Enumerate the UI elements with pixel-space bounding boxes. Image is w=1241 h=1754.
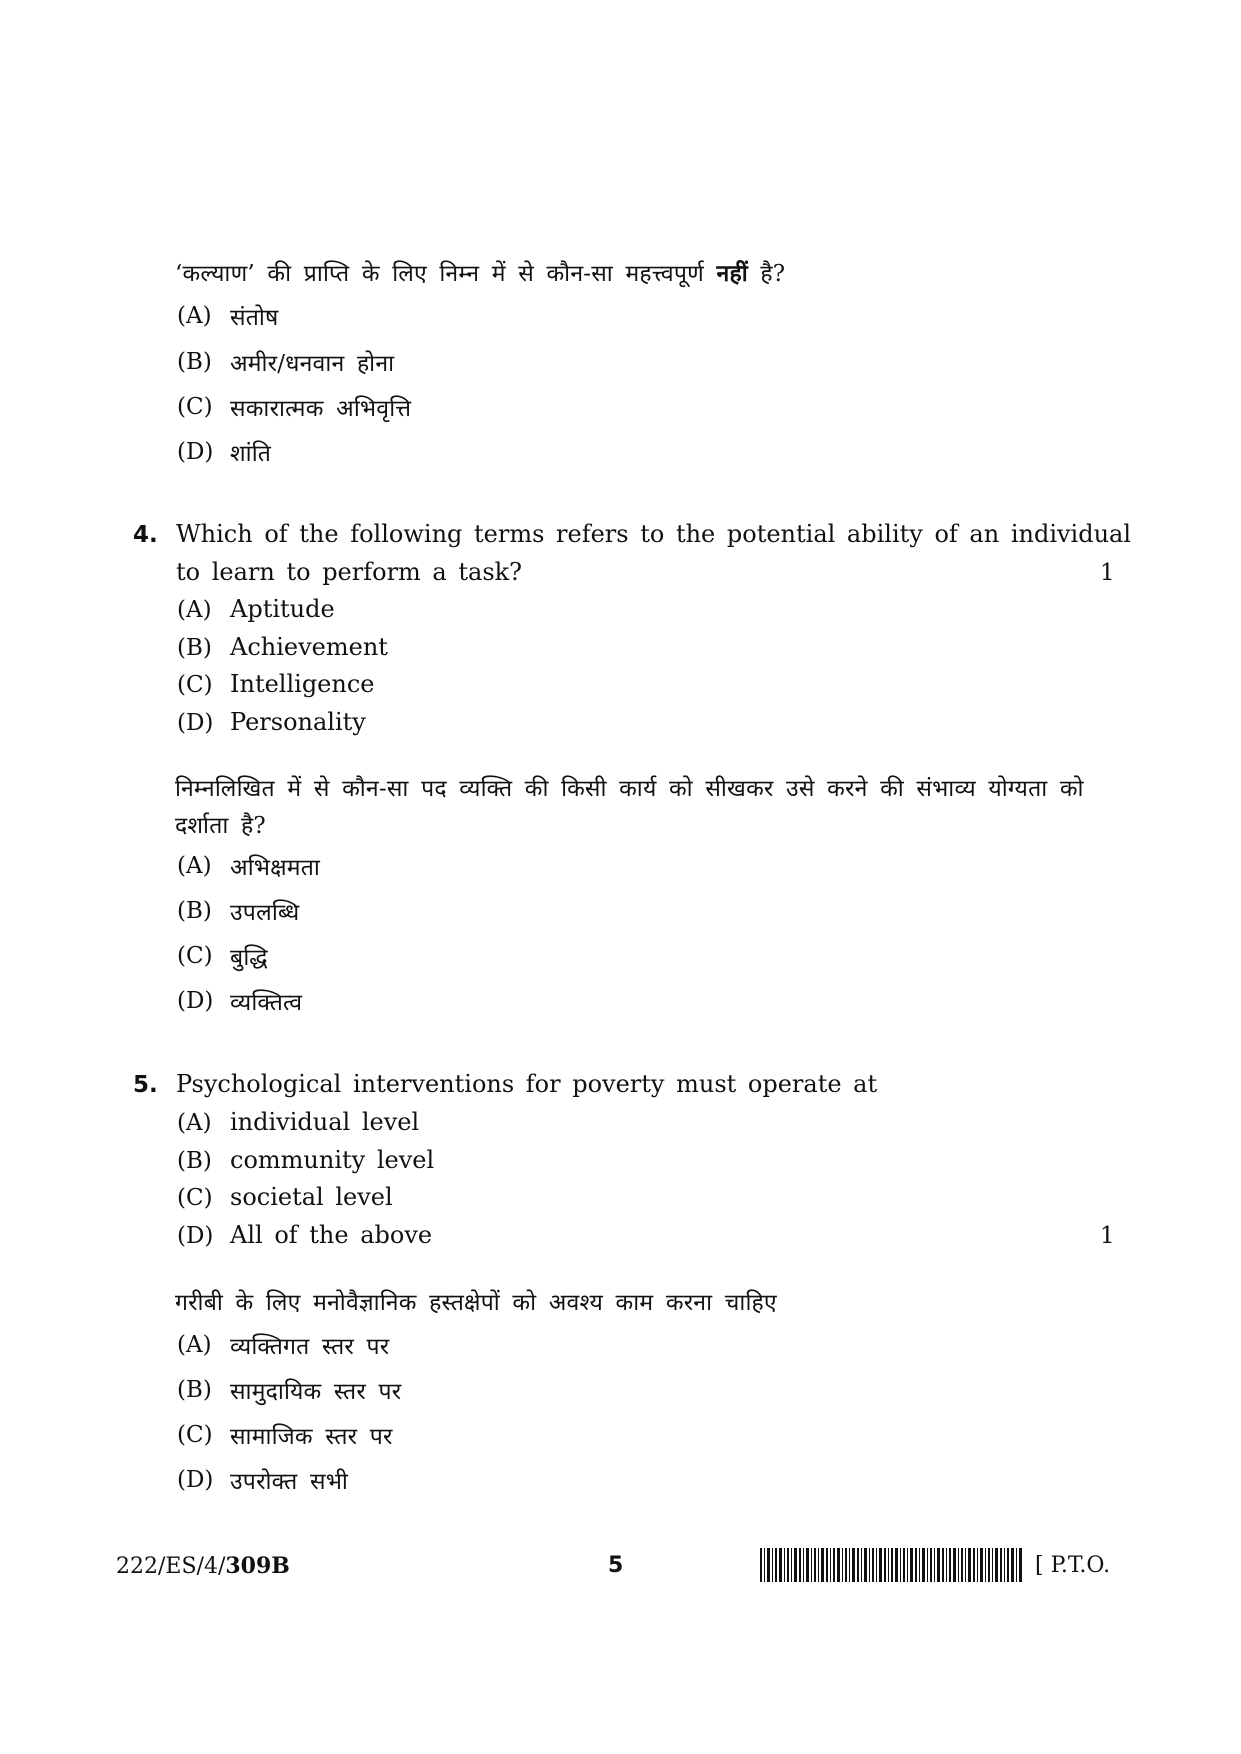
option-label: (A) <box>177 1332 212 1358</box>
option-label: (C) <box>177 1185 213 1211</box>
option-label: (D) <box>177 988 214 1014</box>
option-label: (C) <box>177 394 213 420</box>
page-number: 5 <box>608 1553 624 1578</box>
option-text: शांति <box>230 441 272 467</box>
option-text: individual level <box>230 1108 420 1136</box>
option-text: सकारात्मक अभिवृत्ति <box>230 396 412 422</box>
q3-hindi-stem-bold: नहीं <box>716 260 748 287</box>
option-label: (C) <box>177 672 213 698</box>
option-label: (A) <box>177 1110 212 1136</box>
q3-hindi-stem-pre: ‘कल्याण’ की प्राप्ति के लिए निम्न में से कौन-सा महत्त्वपूर्ण <box>175 261 717 287</box>
option-text: सामाजिक स्तर पर <box>230 1424 393 1450</box>
marks: 1 <box>1100 560 1115 586</box>
option-label: (D) <box>177 710 214 736</box>
hindi-question-line: निम्नलिखित में से कौन-सा पद व्यक्ति की किसी कार्य को सीखकर उसे करने की संभाव्य योग्यता को <box>175 776 1084 802</box>
option-text: अभिक्षमता <box>230 855 321 881</box>
marks: 1 <box>1100 1223 1115 1249</box>
option-text: societal level <box>230 1183 393 1211</box>
option-text: सामुदायिक स्तर पर <box>230 1379 402 1405</box>
question-number: 4. <box>133 522 158 548</box>
option-label: (B) <box>177 1377 212 1403</box>
q3-hindi-stem-post: है? <box>747 261 786 287</box>
paper-code <box>116 1553 290 1579</box>
hindi-question-line: गरीबी के लिए मनोवैज्ञानिक हस्तक्षेपों को अवश्य काम करना चाहिए <box>175 1290 777 1316</box>
option-text: community level <box>230 1146 435 1174</box>
option-label: (D) <box>177 1223 214 1249</box>
question-text-line: Which of the following terms refers to the potential ability of an individual <box>176 520 1132 548</box>
option-label: (B) <box>177 349 212 375</box>
option-label: (D) <box>177 1467 214 1493</box>
option-label: (B) <box>177 898 212 924</box>
option-label: (B) <box>177 1148 212 1174</box>
option-label: (C) <box>177 1422 213 1448</box>
option-label: (A) <box>177 853 212 879</box>
option-text: अमीर/धनवान होना <box>230 351 395 377</box>
option-label: (C) <box>177 943 213 969</box>
paper-code-prefix: 222/ES/4/ <box>116 1554 226 1579</box>
option-text: उपलब्धि <box>230 900 300 926</box>
option-text: व्यक्तित्व <box>230 990 303 1016</box>
option-label: (A) <box>177 303 212 329</box>
option-text: उपरोक्त सभी <box>230 1469 349 1495</box>
option-text: संतोष <box>230 305 279 331</box>
option-label: (A) <box>177 597 212 623</box>
question-text-line: Psychological interventions for poverty must operate at <box>176 1070 878 1098</box>
q3-hindi-stem <box>175 256 785 288</box>
paper-code-bold: 309B <box>225 1553 290 1579</box>
option-label: (D) <box>177 439 214 465</box>
option-text: बुद्धि <box>230 945 268 971</box>
option-text: Achievement <box>230 633 388 661</box>
barcode <box>760 1548 1023 1582</box>
question-number: 5. <box>133 1072 158 1098</box>
option-text: व्यक्तिगत स्तर पर <box>230 1334 390 1360</box>
option-text: Personality <box>230 708 366 736</box>
question-text-line: to learn to perform a task? <box>176 558 523 586</box>
hindi-question-line: दर्शाता है? <box>175 813 266 839</box>
option-text: All of the above <box>230 1221 433 1249</box>
option-text: Intelligence <box>230 670 375 698</box>
option-label: (B) <box>177 635 212 661</box>
option-text: Aptitude <box>230 595 335 623</box>
please-turn-over: [ P.T.O. <box>1035 1553 1111 1578</box>
